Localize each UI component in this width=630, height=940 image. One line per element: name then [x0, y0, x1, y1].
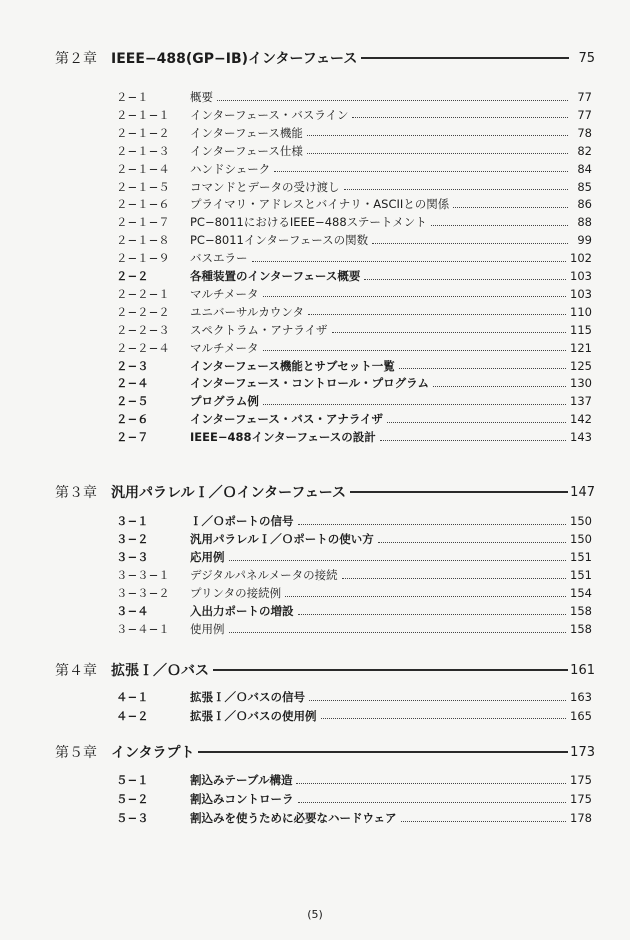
chapter-number: 第２章: [55, 51, 97, 67]
section-number: ３−４−１: [116, 622, 170, 636]
section-number: ２−６: [116, 412, 149, 427]
section-title: マルチメータ: [190, 286, 259, 301]
section-number: ２−５: [116, 394, 149, 409]
section-title: PC−8011インターフェースの関数: [190, 233, 369, 248]
leader-dots: [274, 171, 568, 172]
toc-entry: [116, 392, 592, 410]
section-title: ユニバーサルカウンタ: [190, 304, 304, 319]
leader-dots: [431, 225, 568, 226]
section-title: インターフェース機能: [190, 125, 303, 140]
section-number: ２−２−３: [116, 322, 170, 337]
toc-entry: [116, 548, 592, 566]
leader-dots: [344, 189, 569, 190]
section-title: インターフェース仕様: [190, 143, 303, 158]
section-page: 158: [570, 622, 592, 636]
section-page: 143: [570, 430, 592, 445]
toc-entry: [116, 374, 592, 392]
leader-rule: [350, 491, 568, 493]
section-page: 175: [570, 792, 592, 806]
section-page: 142: [570, 412, 592, 427]
section-page: 99: [577, 233, 592, 248]
chapter-heading: [55, 48, 595, 68]
leader-dots: [298, 802, 567, 803]
section-number: ２−１−９: [116, 251, 170, 266]
section-page: 84: [577, 161, 592, 176]
section-title: プログラム例: [190, 394, 259, 409]
chapter-title: インタラプト: [111, 745, 195, 761]
toc-entry: [116, 88, 592, 106]
leader-rule: [361, 57, 569, 59]
toc-entry: [116, 142, 592, 160]
chapter-heading: [55, 742, 595, 762]
chapter-number: 第４章: [55, 663, 97, 679]
section-number: ２−２−１: [116, 286, 170, 301]
section-number: ５−１: [116, 773, 149, 787]
section-number: ３−４: [116, 604, 149, 618]
toc-entry: [116, 249, 592, 267]
toc-entry: [116, 428, 592, 446]
toc-entry: [116, 160, 592, 178]
toc-entry: [116, 688, 592, 706]
chapter-number: 第３章: [55, 485, 97, 501]
toc-entry: [116, 303, 592, 321]
chapter-title: 拡張Ｉ／Ｏバス: [111, 663, 209, 679]
toc-entry: [116, 106, 592, 124]
section-number: ４−２: [116, 708, 149, 723]
chapter-page: 75: [578, 50, 595, 66]
section-title: 割込みテーブル構造: [190, 773, 293, 787]
chapter-title: IEEE−488(GP−IB)インターフェース: [111, 51, 358, 67]
leader-dots: [387, 422, 566, 423]
section-number: ２−１−８: [116, 233, 170, 248]
toc-entry: [116, 357, 592, 375]
section-page: 165: [570, 708, 592, 723]
section-page: 115: [570, 322, 592, 337]
section-title: 汎用パラレルＩ／Ｏポートの使い方: [190, 532, 374, 546]
section-page: 163: [570, 690, 592, 704]
section-title: インターフェース機能とサブセット一覧: [190, 358, 395, 373]
section-number: ２−４: [116, 376, 149, 391]
section-number: ３−２: [116, 532, 149, 546]
section-page: 137: [570, 394, 592, 409]
section-number: ３−３−２: [116, 586, 170, 600]
section-page: 154: [570, 586, 592, 600]
section-number: ２−１−１: [116, 107, 170, 122]
section-page: 130: [570, 376, 592, 391]
section-title: プライマリ・アドレスとバイナリ・ASCIIとの関係: [190, 197, 450, 212]
section-title: 入出力ポートの増設: [190, 604, 294, 618]
leader-rule: [198, 751, 568, 753]
page-number: (5): [307, 908, 323, 921]
leader-dots: [298, 524, 567, 525]
section-title: PC−8011におけるIEEE−488ステートメント: [190, 215, 427, 230]
leader-dots: [321, 718, 567, 719]
section-page: 150: [570, 514, 592, 528]
toc-entry: [116, 285, 592, 303]
toc-entry: [116, 195, 592, 213]
section-page: 175: [570, 773, 592, 787]
toc-entry: [116, 124, 592, 142]
section-number: ２−２−２: [116, 304, 170, 319]
section-number: ５−３: [116, 811, 149, 825]
leader-rule: [213, 669, 568, 671]
section-title: インターフェース・バスライン: [190, 107, 349, 122]
section-title: Ｉ／Ｏポートの信号: [190, 514, 294, 528]
section-title: 拡張Ｉ／Ｏバスの信号: [190, 690, 305, 704]
section-page: 85: [577, 179, 592, 194]
section-number: ２−１−３: [116, 143, 170, 158]
section-title: 応用例: [190, 550, 225, 564]
toc-entry: [116, 410, 592, 428]
toc-entry: [116, 707, 592, 725]
section-number: ３−１: [116, 514, 149, 528]
section-number: ２−１−４: [116, 161, 170, 176]
leader-dots: [229, 632, 567, 633]
section-number: ５−２: [116, 792, 149, 806]
toc-entry: [116, 602, 592, 620]
leader-dots: [263, 350, 567, 351]
section-number: ２−１: [116, 90, 149, 104]
toc-entry: [116, 231, 592, 249]
leader-dots: [401, 821, 567, 822]
leader-dots: [380, 440, 566, 441]
section-page: 125: [570, 358, 592, 373]
toc-entry: [116, 771, 592, 789]
section-number: ４−１: [116, 690, 149, 704]
section-page: 178: [570, 811, 592, 825]
section-title: 概要: [190, 90, 213, 104]
section-number: ２−２: [116, 269, 149, 283]
section-title: コマンドとデータの受け渡し: [190, 179, 340, 194]
section-page: 158: [570, 604, 592, 618]
section-page: 110: [570, 304, 592, 319]
section-number: ２−１−６: [116, 197, 170, 212]
chapter-title: 汎用パラレルＩ／Ｏインターフェース: [111, 485, 346, 501]
toc-entry: [116, 213, 592, 231]
section-page: 121: [570, 340, 592, 355]
toc-entry: [116, 790, 592, 808]
leader-dots: [378, 542, 566, 543]
section-title: 割込みを使うために必要なハードウェア: [190, 811, 397, 825]
chapter-page: 161: [570, 662, 595, 678]
leader-dots: [399, 368, 566, 369]
section-title: 使用例: [190, 622, 225, 636]
toc-entry: [116, 339, 592, 357]
section-page: 77: [577, 107, 592, 122]
leader-dots: [229, 560, 567, 561]
leader-dots: [372, 243, 568, 244]
leader-dots: [252, 261, 567, 262]
section-page: 150: [570, 532, 592, 546]
section-page: 103: [570, 286, 592, 301]
section-title: デジタルパネルメータの接続: [190, 568, 338, 582]
toc-entry: [116, 267, 592, 285]
leader-dots: [309, 700, 566, 701]
section-page: 102: [570, 251, 592, 266]
section-title: マルチメータ: [190, 340, 259, 355]
section-page: 151: [570, 568, 592, 582]
toc-entry: [116, 512, 592, 530]
chapter-heading: [55, 482, 595, 502]
chapter-page: 147: [570, 484, 595, 500]
section-page: 82: [577, 143, 592, 158]
section-number: ３−３−１: [116, 568, 170, 582]
chapter-page: 173: [570, 744, 595, 760]
chapter-heading: [55, 660, 595, 680]
leader-dots: [217, 100, 568, 101]
toc-entry: [116, 178, 592, 196]
leader-dots: [307, 153, 568, 154]
section-title: プリンタの接続例: [190, 586, 282, 600]
leader-dots: [308, 314, 566, 315]
leader-dots: [285, 596, 566, 597]
section-title: バスエラー: [190, 251, 248, 266]
section-number: ２−１−７: [116, 215, 170, 230]
leader-dots: [364, 279, 566, 280]
toc-entry: [116, 809, 592, 827]
section-page: 88: [577, 215, 592, 230]
section-page: 78: [577, 125, 592, 140]
toc-entry: [116, 530, 592, 548]
section-number: ２−３: [116, 358, 149, 373]
section-page: 151: [570, 550, 592, 564]
section-title: インターフェース・コントロール・プログラム: [190, 376, 429, 391]
section-page: 103: [570, 269, 592, 283]
toc-entry: [116, 584, 592, 602]
leader-dots: [342, 578, 566, 579]
section-title: 割込みコントローラ: [190, 792, 294, 806]
leader-dots: [332, 332, 567, 333]
leader-dots: [453, 207, 568, 208]
leader-dots: [433, 386, 566, 387]
section-page: 86: [577, 197, 592, 212]
section-page: 77: [577, 90, 592, 104]
section-title: スペクトラム・アナライザ: [190, 322, 328, 337]
toc-entry: [116, 620, 592, 638]
section-number: ２−１−２: [116, 125, 170, 140]
section-number: ２−２−４: [116, 340, 170, 355]
leader-dots: [307, 135, 568, 136]
leader-dots: [298, 614, 567, 615]
section-title: ハンドシェーク: [190, 161, 271, 176]
chapter-number: 第５章: [55, 745, 97, 761]
section-title: 各種装置のインターフェース概要: [190, 269, 361, 283]
section-title: インターフェース・バス・アナライザ: [190, 412, 383, 427]
toc-entry: [116, 321, 592, 339]
leader-dots: [296, 783, 566, 784]
leader-dots: [352, 117, 568, 118]
leader-dots: [263, 296, 567, 297]
toc-entry: [116, 566, 592, 584]
section-title: IEEE−488インターフェースの設計: [190, 430, 376, 445]
section-number: ２−１−５: [116, 179, 170, 194]
section-title: 拡張Ｉ／Ｏバスの使用例: [190, 708, 317, 723]
leader-dots: [263, 404, 566, 405]
section-number: ３−３: [116, 550, 149, 564]
section-number: ２−７: [116, 430, 149, 445]
